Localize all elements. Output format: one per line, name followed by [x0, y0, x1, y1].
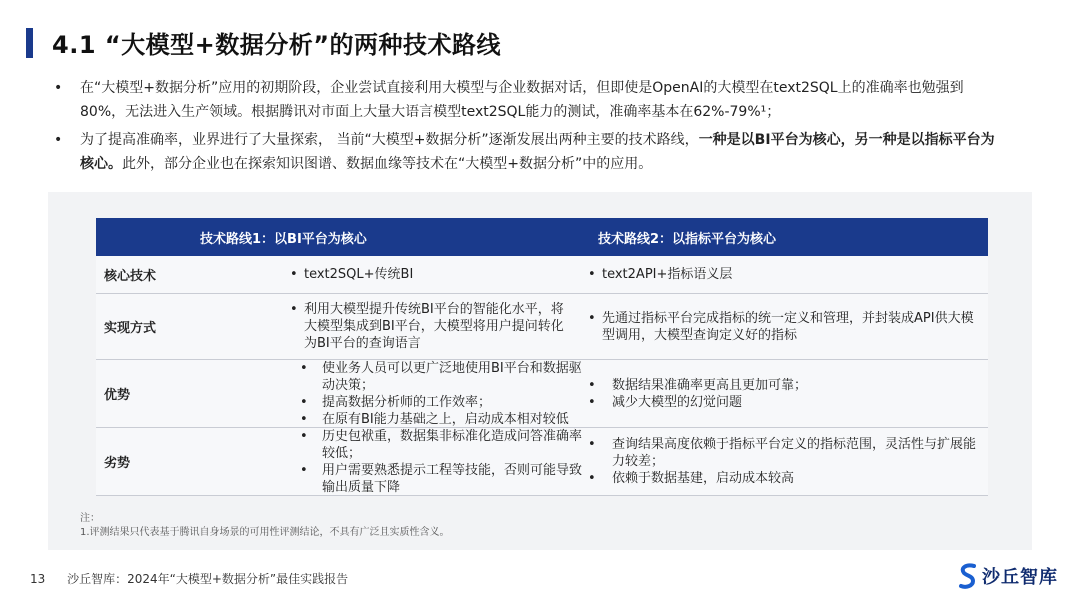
row-label: 劣势: [104, 456, 131, 471]
bullet-dot-icon: •: [588, 437, 596, 452]
cell-text: 使业务人员可以更广泛地使用BI平台和数据驱动决策；: [322, 360, 582, 393]
table-row: [96, 428, 988, 496]
bullet-text: 在“大模型+数据分析”应用的初期阶段，企业尝试直接利用大模型与企业数据对话，但即使是OpenAI的大模型在text2SQL上的准确率也勉强到80%，无法进入生产领域。根据腾讯对市面上大量大语言模型text2SQL能力的测试，准确率基本在62%-79%¹；: [80, 80, 964, 120]
bullet-item: [52, 76, 1002, 124]
list-item: [298, 428, 586, 462]
list-item: [586, 377, 807, 394]
bullet-dot-icon: •: [290, 267, 298, 282]
table-row: [96, 256, 988, 294]
bullet-list: [52, 76, 1002, 180]
list-item: [288, 266, 413, 283]
list-item: [586, 470, 978, 487]
footer-text: 沙丘智库：2024年“大模型+数据分析”最佳实践报告: [67, 572, 349, 586]
footnote: [80, 512, 450, 540]
bullet-dot-icon: •: [300, 360, 308, 376]
footnote-label: 注：: [80, 513, 100, 524]
list-item: [288, 301, 572, 352]
row-label: 优势: [104, 388, 131, 403]
bullet-dot-icon: •: [290, 302, 298, 317]
bullet-dot-icon: •: [588, 310, 596, 326]
bullet-dot-icon: •: [588, 377, 596, 393]
cell-text: 在原有BI能力基础之上，启动成本相对较低: [322, 411, 569, 427]
list-item: [586, 266, 732, 283]
header-route-2: 技术路线2：以指标平台为核心: [598, 231, 777, 247]
list-item: [298, 360, 586, 394]
cell-text: 利用大模型提升传统BI平台的智能化水平，将大模型集成到BI平台，大模型将用户提问转化为BI平台的查询语言: [304, 302, 564, 351]
cell-route-2: [586, 360, 988, 427]
list-item: [586, 394, 807, 411]
cell-route-1: [186, 428, 586, 495]
bullet-dot-icon: •: [300, 411, 308, 427]
cell-text: 查询结果高度依赖于指标平台定义的指标范围，灵活性与扩展能力较差；: [612, 437, 977, 469]
brand-logo: [958, 563, 1058, 589]
cell-text: text2SQL+传统BI: [304, 267, 414, 282]
page-title: 4.1 “大模型+数据分析”的两种技术路线: [52, 31, 502, 59]
table-row: [96, 294, 988, 360]
bullet-dot-icon: •: [588, 471, 596, 486]
bullet-text-pre: 为了提高准确率，业界进行了大量探索， 当前“大模型+数据分析”逐渐发展出两种主要的技术路线，: [80, 132, 699, 148]
bullet-dot-icon: •: [300, 428, 308, 444]
list-item: [298, 462, 586, 496]
footnote-text: 1.评测结果只代表基于腾讯自身场景的可用性评测结论，不具有广泛且实质性含义。: [80, 527, 450, 538]
cell-text: 数据结果准确率更高且更加可靠；: [612, 377, 808, 393]
bullet-item: [52, 128, 1002, 176]
cell-text: 用户需要熟悉提示工程等技能，否则可能导致输出质量下降: [322, 462, 583, 495]
row-label: 实现方式: [104, 321, 157, 336]
cell-text: 减少大模型的幻觉问题: [612, 394, 743, 410]
bullet-dot-icon: •: [300, 462, 308, 478]
cell-text: text2API+指标语义层: [602, 267, 733, 282]
cell-text: 历史包袱重，数据集非标准化造成问答准确率较低；: [322, 428, 583, 461]
header-route-1: 技术路线1：以BI平台为核心: [200, 231, 367, 247]
bullet-dot-icon: •: [588, 394, 596, 410]
cell-route-1: [186, 294, 586, 359]
bullet-text-bold: 一种是以BI平台为核心，另一种是以指标平台为核心。: [80, 132, 995, 172]
bullet-dot-icon: •: [54, 80, 63, 96]
bullet-dot-icon: •: [588, 267, 596, 282]
cell-route-1: [186, 256, 586, 293]
list-item: [298, 411, 586, 428]
bullet-dot-icon: •: [300, 394, 308, 410]
cell-text: 先通过指标平台完成指标的统一定义和管理，并封装成API供大模型调用，大模型查询定义好的指标: [602, 310, 974, 343]
page-footer: [30, 570, 348, 587]
logo-icon: [958, 563, 978, 589]
cell-text: 提高数据分析师的工作效率；: [322, 394, 492, 410]
list-item: [298, 394, 586, 411]
list-item: [586, 310, 978, 344]
page-number: 13: [30, 572, 46, 586]
bullet-text-post: 此外，部分企业也在探索知识图谱、数据血缘等技术在“大模型+数据分析”中的应用。: [122, 156, 653, 172]
comparison-table: [96, 218, 988, 496]
row-label: 核心技术: [104, 269, 157, 284]
list-item: [586, 436, 978, 470]
cell-route-1: [186, 360, 586, 427]
logo-text: 沙丘智库: [982, 567, 1058, 588]
cell-route-2: [586, 428, 988, 495]
title-accent-bar: [26, 28, 33, 58]
table-row: [96, 360, 988, 428]
table-header: [96, 218, 988, 256]
cell-route-2: [586, 256, 988, 293]
bullet-dot-icon: •: [54, 132, 63, 148]
cell-route-2: [586, 294, 988, 359]
cell-text: 依赖于数据基建，启动成本较高: [612, 471, 795, 486]
